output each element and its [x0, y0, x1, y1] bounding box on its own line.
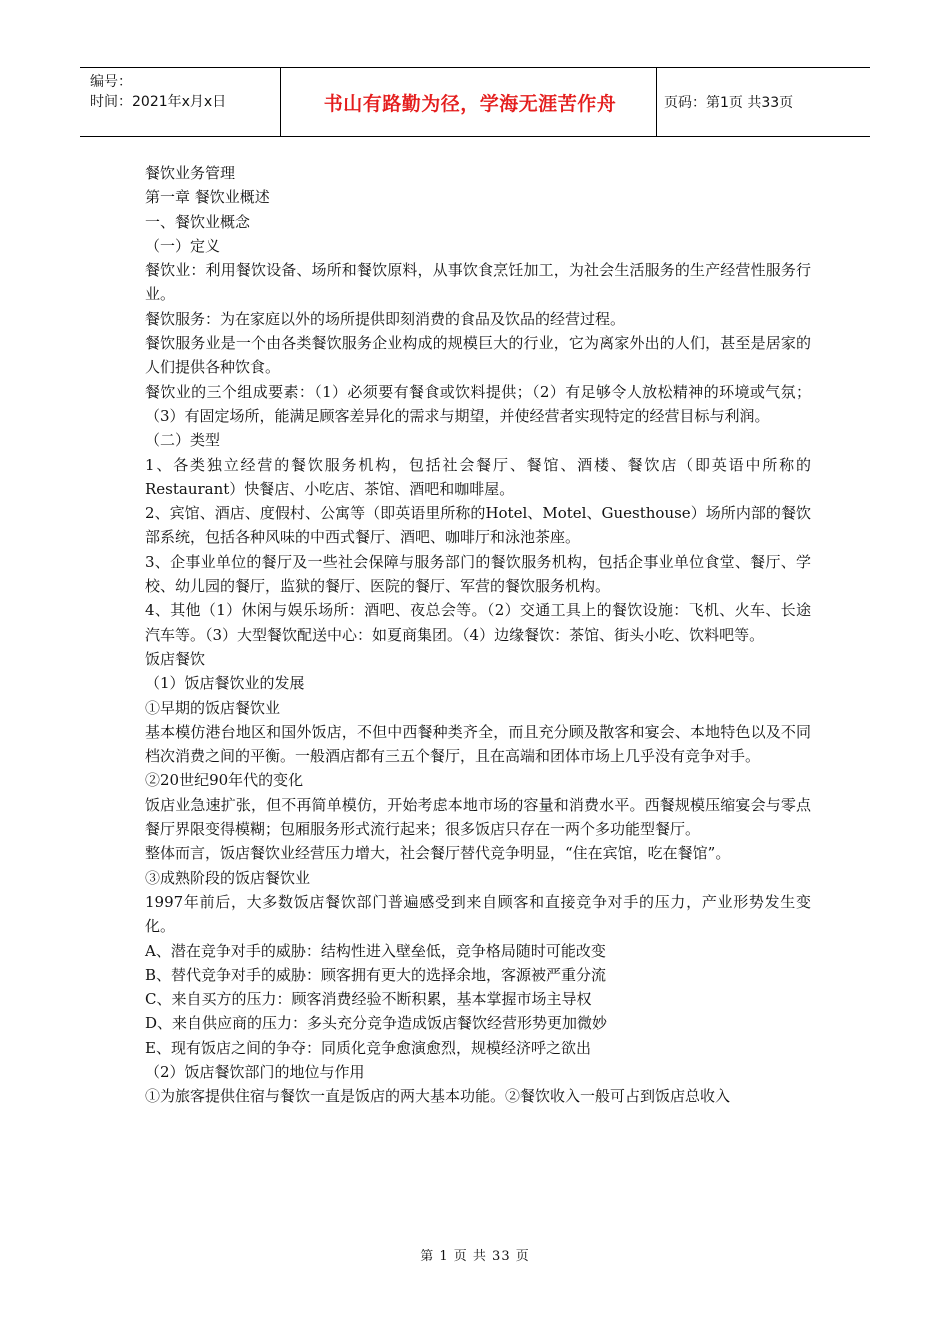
time-label: 时间：2021年x月x日 — [90, 94, 227, 110]
doc-title: 餐饮业务管理 — [145, 164, 236, 182]
page-footer: 第 1 页 共 33 页 — [420, 1249, 530, 1264]
paragraph: 餐饮服务：为在家庭以外的场所提供即刻消费的食品及饮品的经营过程。 — [145, 309, 626, 328]
subsection-heading: （二）类型 — [145, 431, 221, 450]
paragraph: 3、企事业单位的餐厅及一些社会保障与服务部门的餐饮服务机构，包括企事业单位食堂、餐厅、学校、幼儿园的餐厅，监狱的餐厅、医院的餐厅、军营的餐饮服务机构。 — [145, 552, 811, 596]
paragraph: 饭店业急速扩张，但不再简单模仿，开始考虑本地市场的容量和消费水平。西餐规模压缩宴会与零点餐厅界限变得模糊；包厢服务形式流行起来；很多饭店只存在一两个多功能型餐厅。 — [145, 795, 811, 839]
list-item: E、现有饭店之间的争夺：同质化竞争愈演愈烈，规模经济呼之欲出 — [145, 1038, 591, 1057]
header-meta — [90, 72, 226, 112]
chapter-heading: 第一章 餐饮业概述 — [145, 188, 270, 207]
header-motto: 书山有路勤为径，学海无涯苦作舟 — [323, 92, 617, 115]
paragraph: 2、宾馆、酒店、度假村、公寓等（即英语里所称的Hotel、Motel、Guesthouse）场所内部的餐饮部系统，包括各种风味的中西式餐厅、酒吧、咖啡厅和泳池茶座。 — [145, 504, 811, 547]
paragraph: 4、其他（1）休闲与娱乐场所：酒吧、夜总会等。（2）交通工具上的餐饮设施：飞机、火车、长途汽车等。（3）大型餐饮配送中心：如夏商集团。（4）边缘餐饮：茶馆、街头小吃、饮料吧等。 — [145, 601, 811, 644]
list-item: D、来自供应商的压力：多头充分竞争造成饭店餐饮经营形势更加微妙 — [145, 1014, 608, 1033]
subsection-heading: （一）定义 — [145, 236, 221, 255]
document-header — [80, 67, 870, 137]
document-body — [145, 161, 811, 1109]
list-item: C、来自买方的压力：顾客消费经验不断积累，基本掌握市场主导权 — [145, 990, 592, 1009]
item-heading: ③成熟阶段的饭店餐饮业 — [145, 868, 311, 887]
subsection-heading: （2）饭店餐饮部门的地位与作用 — [145, 1062, 365, 1081]
section-heading: 一、餐饮业概念 — [145, 212, 251, 231]
header-page-info: 页码：第1页 共33页 — [664, 95, 794, 111]
paragraph: 餐饮业的三个组成要素：（1）必须要有餐食或饮料提供；（2）有足够令人放松精神的环境或气氛；（3）有固定场所，能满足顾客差异化的需求与期望，并使经营者实现特定的经营目标与利润。 — [145, 382, 811, 425]
paragraph: 1997年前后，大多数饭店餐饮部门普遍感受到来自顾客和直接竞争对手的压力，产业形势发生变化。 — [145, 892, 811, 936]
paragraph: 餐饮服务业是一个由各类餐饮服务企业构成的规模巨大的行业，它为离家外出的人们，甚至是居家的人们提供各种饮食。 — [145, 334, 811, 377]
paragraph: 1、各类独立经营的餐饮服务机构，包括社会餐厅、餐馆、酒楼、餐饮店（即英语中所称的Restaurant）快餐店、小吃店、茶馆、酒吧和咖啡屋。 — [145, 455, 811, 498]
paragraph: 基本模仿港台地区和国外饭店，不但中西餐种类齐全，而且充分顾及散客和宴会、本地特色以及不同档次消费之间的平衡。一般酒店都有三五个餐厅，且在高端和团体市场上几乎没有竞争对手。 — [145, 722, 811, 766]
paragraph: ①为旅客提供住宿与餐饮一直是饭店的两大基本功能。②餐饮收入一般可占到饭店总收入 — [145, 1087, 731, 1106]
section-heading: 饭店餐饮 — [145, 649, 206, 668]
paragraph: 餐饮业：利用餐饮设备、场所和餐饮原料，从事饮食烹饪加工，为社会生活服务的生产经营性服务行业。 — [145, 261, 811, 304]
subsection-heading: （1）饭店餐饮业的发展 — [145, 674, 305, 693]
paragraph: 整体而言，饭店餐饮业经营压力增大，社会餐厅替代竞争明显，“住在宾馆，吃在餐馆”。 — [145, 844, 731, 863]
header-divider — [656, 68, 657, 136]
item-heading: ②20世纪90年代的变化 — [145, 771, 304, 790]
code-label: 编号： — [90, 74, 132, 90]
list-item: B、替代竞争对手的威胁：顾客拥有更大的选择余地，客源被严重分流 — [145, 965, 607, 984]
header-divider — [280, 68, 281, 136]
list-item: A、潜在竞争对手的威胁：结构性进入壁垒低，竞争格局随时可能改变 — [145, 941, 606, 960]
item-heading: ①早期的饭店餐饮业 — [145, 698, 281, 717]
